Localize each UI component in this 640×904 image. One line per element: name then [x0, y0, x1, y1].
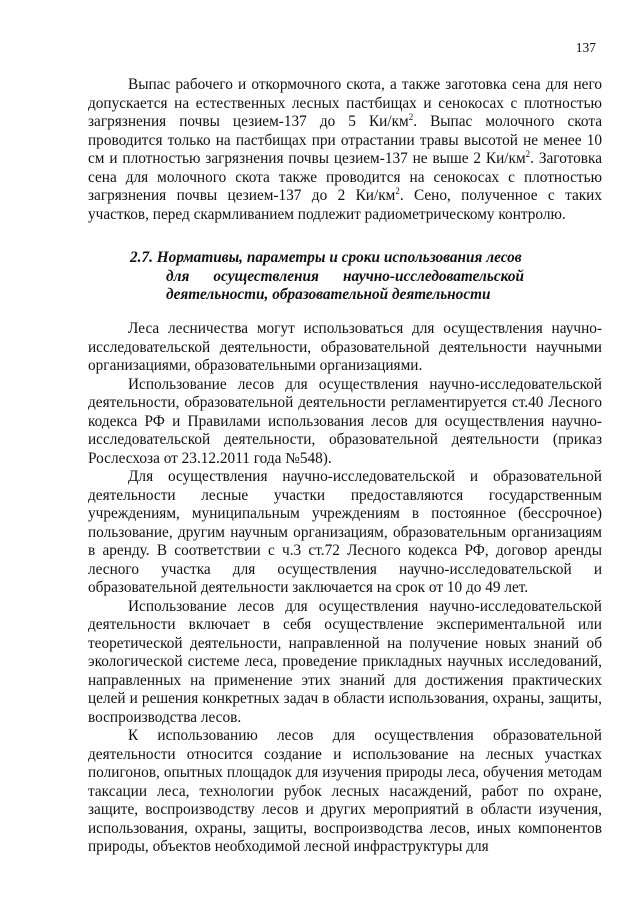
- section-heading-line-3: деятельности, образовательной деятельности: [166, 286, 491, 303]
- body-paragraph: Использование лесов для осуществления научно-исследовательской деятельности, образовательной деятельности регламентируется ст.40 Лесного кодекса РФ и Правилами использования лесов для осуществления научно-исследовательской деятельности, образовательной деятельности (приказ Рослесхоза от 23.12.2011 года №548).: [88, 375, 602, 467]
- section-heading: [110, 249, 580, 305]
- section-heading-line-2: для осуществления научно-исследовательской: [166, 267, 524, 285]
- intro-paragraph: Выпас рабочего и откормочного скота, а также заготовка сена для него допускается на естественных лесных пастбищах и сенокосах с плотностью загрязнения почвы цезием-137 до 5 $Ки/км^2$. Выпас молочного скота проводится только на пастбищах при отрастании травы высотой не менее 10 см и плотностью загрязнения почвы цезием-137 не выше 2 $Ки/км^2$. Заготовка сена для молочного скота также проводится на сенокосах с плотностью загрязнения почвы цезием-137 до 2 $Ки/км^2$. Сено, полученное с таких участков, перед скармливанием подлежит радиометрическому контролю.: [88, 76, 602, 223]
- page-number: 137: [575, 40, 596, 55]
- body-paragraph: К использованию лесов для осуществления образовательной деятельности относится создание и использование на лесных участках полигонов, опытных площадок для изучения природы леса, обучения методам таксации леса, технологии рубок лесных насаждений, работ по охране, защите, воспроизводству лесов и других мероприятий в области изучения, использования, охраны, защиты, воспроизводства лесов, иных компонентов природы, объектов необходимой лесной инфраструктуры для: [88, 727, 602, 855]
- body-paragraph: Использование лесов для осуществления научно-исследовательской деятельности включает в себя осуществление экспериментальной или теоретической деятельности, направленной на получение новых знаний об экологической системе леса, проведение прикладных научных исследований, направленных на применение этих знаний для достижения практических целей и решения конкретных задач в области использования, охраны, защиты, воспроизводства лесов.: [88, 597, 602, 726]
- section-heading-line-1: 2.7. Нормативы, параметры и сроки использования лесов: [130, 249, 522, 266]
- body-paragraph: Для осуществления научно-исследовательской и образовательной деятельности лесные участки предоставляются государственным учреждениям, муниципальным учреждениям в постоянное (бессрочное) пользование, другим научным организациям, образовательным организациям в аренду. В соответствии с ч.3 ст.72 Лесного кодекса РФ, договор аренды лесного участка для осуществления научно-исследовательской и образовательной деятельности заключается на срок от 10 до 49 лет.: [88, 468, 602, 596]
- body-paragraph: Леса лесничества могут использоваться для осуществления научно-исследовательской деятельности, образовательной деятельности научными организациями, образовательными организациями.: [88, 320, 602, 374]
- section-body: [88, 320, 602, 857]
- intro-text-block: [88, 76, 602, 224]
